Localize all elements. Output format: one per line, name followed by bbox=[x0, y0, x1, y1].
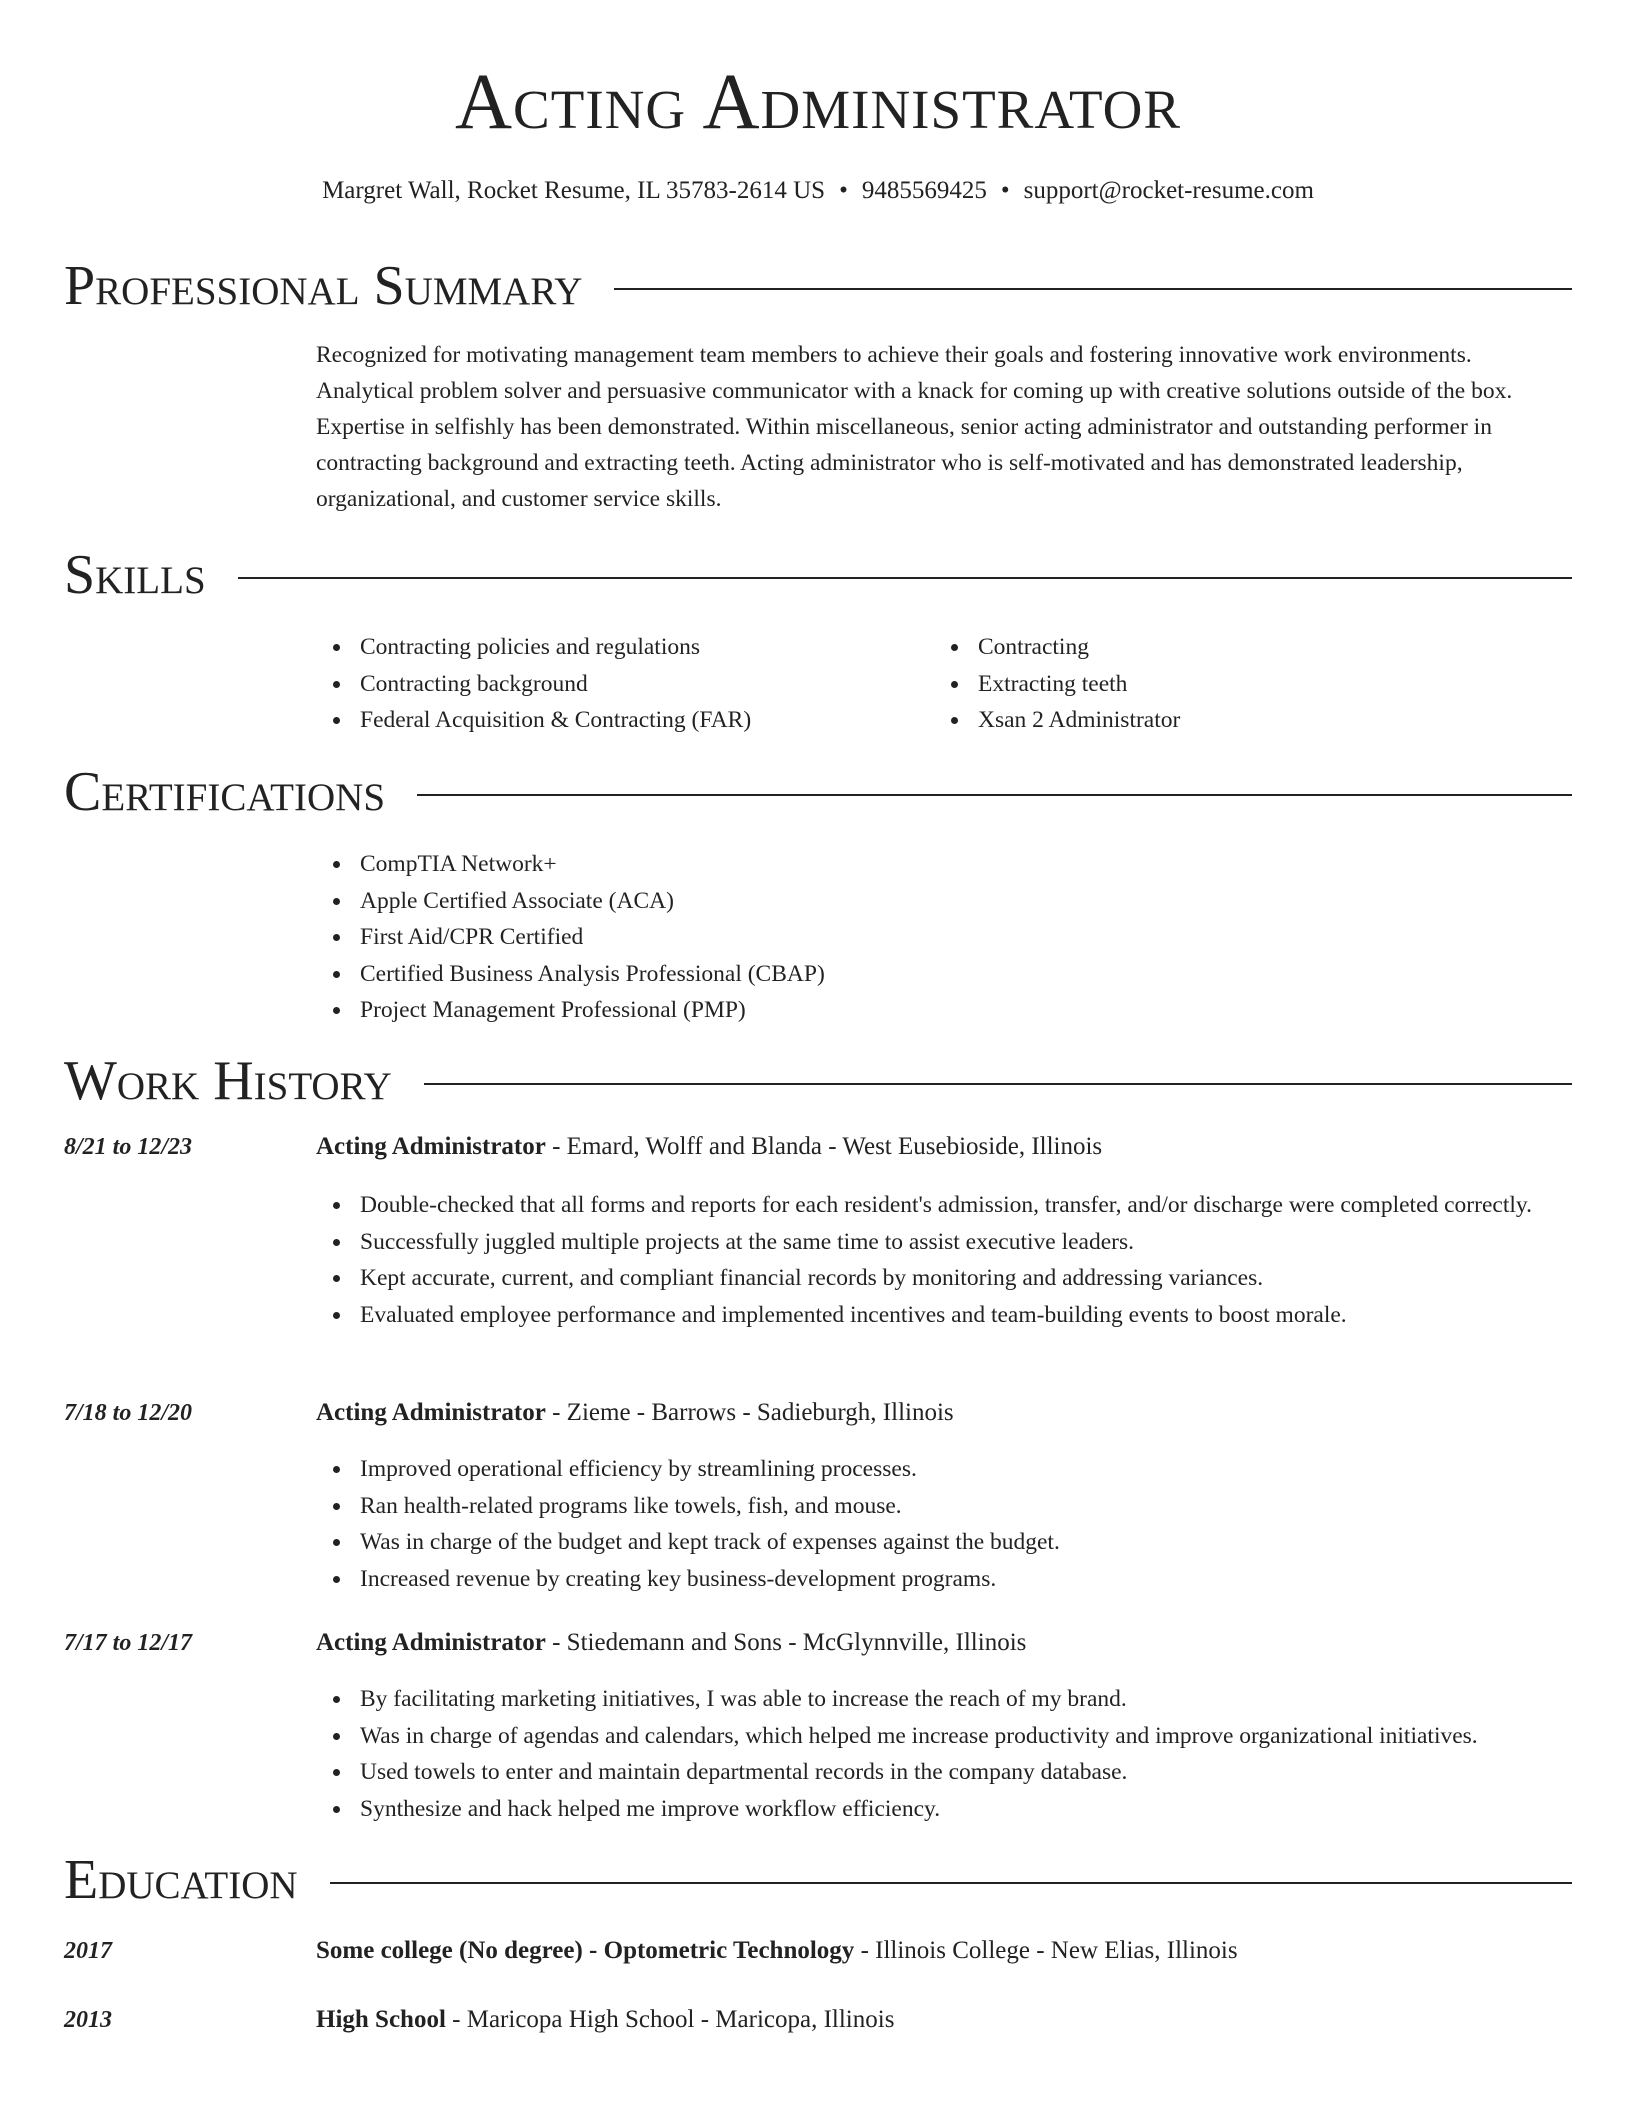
job-title: Acting Administrator bbox=[316, 1399, 546, 1426]
summary-text: Recognized for motivating management team members to achieve their goals and fostering innovative work environments. Analytical problem solver and persuasive communicator with a knack for coming up with creative solutions outside of the box. Expertise in selfishly has been demonstrated. Within miscellaneous, senior acting administrator and outstanding performer in contracting background and extracting teeth. Acting administrator who is self-motivated and has demonstrated leadership, organizational, and customer service skills. bbox=[316, 342, 1513, 512]
section-divider bbox=[238, 577, 1572, 579]
education-degree: Some college (No degree) - Optometric Technology bbox=[316, 1937, 855, 1964]
list-item: Improved operational efficiency by streamlining processes. bbox=[316, 1451, 1572, 1488]
list-item: Evaluated employee performance and implemented incentives and team-building events to boost morale. bbox=[316, 1297, 1572, 1334]
job-title-line bbox=[316, 1130, 1572, 1164]
job-details: - Zieme - Barrows - Sadieburgh, Illinois bbox=[545, 1399, 954, 1426]
job-details: - Emard, Wolff and Blanda - West Eusebioside, Illinois bbox=[545, 1133, 1103, 1160]
list-item: By facilitating marketing initiatives, I was able to increase the reach of my brand. bbox=[316, 1681, 1572, 1718]
education-date: 2013 bbox=[64, 2007, 112, 2033]
section-education-heading bbox=[64, 1848, 1572, 1912]
list-item: CompTIA Network+ bbox=[316, 846, 1316, 883]
section-title: Work History bbox=[64, 1050, 392, 1112]
education-details: - Maricopa High School - Maricopa, Illinois bbox=[445, 2006, 895, 2033]
certifications-list bbox=[316, 846, 1316, 1029]
job-date: 7/18 to 12/20 bbox=[64, 1400, 193, 1426]
section-divider bbox=[424, 1083, 1572, 1085]
section-summary-heading bbox=[64, 254, 1572, 318]
contact-address: Margret Wall, Rocket Resume, IL 35783-2614 US bbox=[322, 177, 826, 204]
job-title: Acting Administrator bbox=[316, 1133, 546, 1160]
section-divider bbox=[417, 794, 1572, 796]
education-degree: High School bbox=[316, 2006, 446, 2033]
list-item: Contracting background bbox=[316, 666, 916, 703]
list-item: Synthesize and hack helped me improve workflow efficiency. bbox=[316, 1791, 1572, 1828]
section-title: Education bbox=[64, 1849, 298, 1911]
contact-email: support@rocket-resume.com bbox=[1023, 177, 1314, 204]
education-line bbox=[316, 2003, 1572, 2037]
job-title: Acting Administrator bbox=[316, 1629, 546, 1656]
section-title: Skills bbox=[64, 544, 206, 606]
list-item: Double-checked that all forms and reports for each resident's admission, transfer, and/or discharge were completed correctly. bbox=[316, 1187, 1572, 1224]
list-item: Federal Acquisition & Contracting (FAR) bbox=[316, 702, 916, 739]
section-divider bbox=[330, 1882, 1572, 1884]
list-item: Contracting bbox=[934, 629, 1534, 666]
job-date: 7/17 to 12/17 bbox=[64, 1630, 193, 1656]
job-bullets bbox=[316, 1451, 1572, 1597]
job-date: 8/21 to 12/23 bbox=[64, 1134, 193, 1160]
list-item: Project Management Professional (PMP) bbox=[316, 992, 1316, 1029]
list-item: Was in charge of the budget and kept track of expenses against the budget. bbox=[316, 1524, 1572, 1561]
skills-list-left bbox=[316, 629, 916, 739]
section-certifications-heading bbox=[64, 760, 1572, 824]
section-skills-heading bbox=[64, 543, 1572, 607]
list-item: Successfully juggled multiple projects at the same time to assist executive leaders. bbox=[316, 1224, 1572, 1261]
list-item: First Aid/CPR Certified bbox=[316, 919, 1316, 956]
section-title: Professional Summary bbox=[64, 255, 583, 317]
contact-separator: • bbox=[839, 177, 848, 204]
resume-name: Acting Administrator bbox=[455, 59, 1181, 146]
list-item: Apple Certified Associate (ACA) bbox=[316, 883, 1316, 920]
list-item: Kept accurate, current, and compliant financial records by monitoring and addressing variances. bbox=[316, 1260, 1572, 1297]
section-divider bbox=[614, 288, 1572, 290]
list-item: Ran health-related programs like towels, fish, and mouse. bbox=[316, 1488, 1572, 1525]
job-title-line bbox=[316, 1626, 1572, 1660]
job-bullets bbox=[316, 1187, 1572, 1333]
list-item: Xsan 2 Administrator bbox=[934, 702, 1534, 739]
job-title-line bbox=[316, 1396, 1572, 1430]
education-line bbox=[316, 1934, 1572, 1968]
job-bullets bbox=[316, 1681, 1572, 1827]
contact-line bbox=[64, 174, 1572, 208]
section-title: Certifications bbox=[64, 761, 386, 823]
education-details: - Illinois College - New Elias, Illinois bbox=[854, 1937, 1238, 1964]
skills-list-right bbox=[934, 629, 1534, 739]
contact-phone: 9485569425 bbox=[861, 177, 987, 204]
list-item: Used towels to enter and maintain departmental records in the company database. bbox=[316, 1754, 1572, 1791]
job-details: - Stiedemann and Sons - McGlynnville, Illinois bbox=[545, 1629, 1027, 1656]
contact-separator: • bbox=[1000, 177, 1010, 204]
list-item: Increased revenue by creating key business-development programs. bbox=[316, 1561, 1572, 1598]
section-work-heading bbox=[64, 1049, 1572, 1113]
list-item: Certified Business Analysis Professional (CBAP) bbox=[316, 956, 1316, 993]
list-item: Was in charge of agendas and calendars, which helped me increase productivity and improve organizational initiatives. bbox=[316, 1718, 1572, 1755]
education-date: 2017 bbox=[64, 1938, 112, 1964]
list-item: Contracting policies and regulations bbox=[316, 629, 916, 666]
list-item: Extracting teeth bbox=[934, 666, 1534, 703]
